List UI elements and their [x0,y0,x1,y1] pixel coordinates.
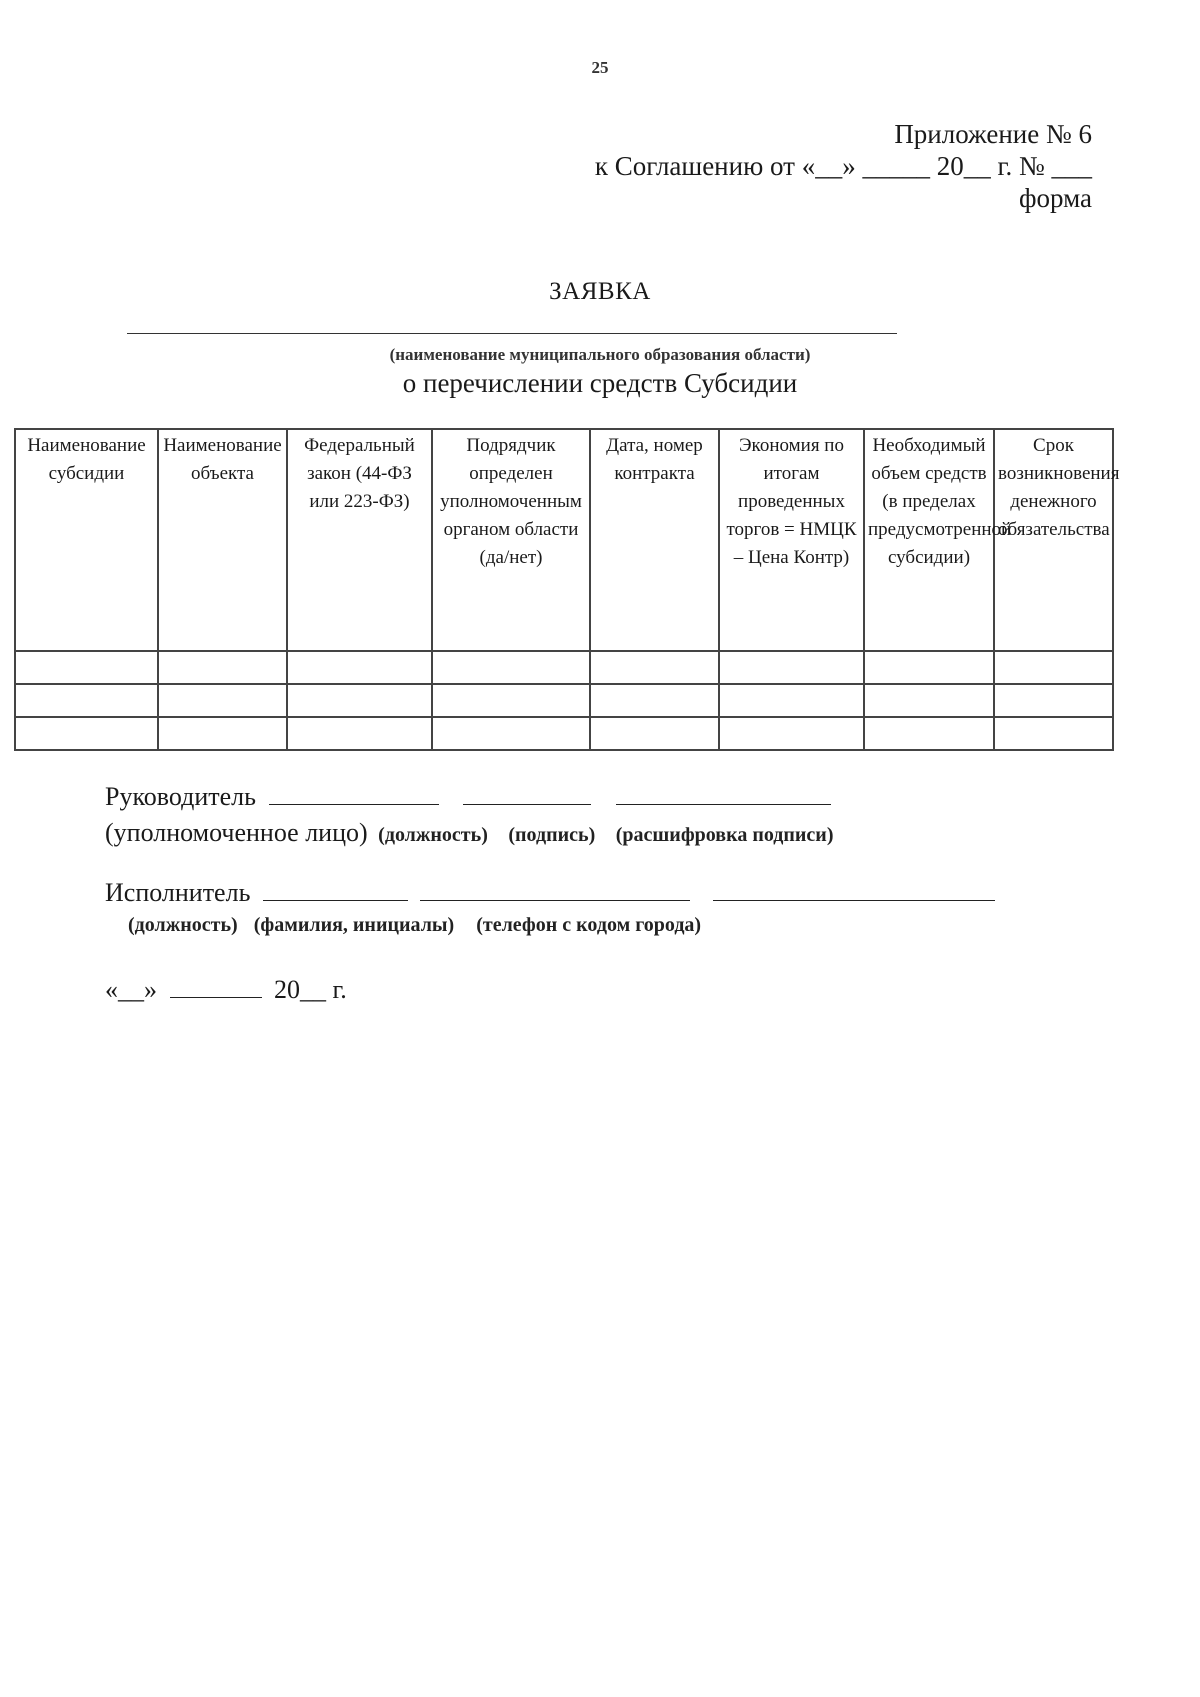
header-obligation-term: Срок возникновения денежного обязательства [994,429,1113,651]
head-position-blank[interactable] [269,782,439,805]
form-label: форма [1019,183,1092,213]
header-required-funds: Необходимый объем средств (в пределах предусмотренной субсидии) [864,429,994,651]
executor-caption-position: (должность) [128,914,238,936]
date-day: «__» [105,975,157,1004]
table-cell[interactable] [994,684,1113,717]
table-cell[interactable] [287,684,432,717]
table-cell[interactable] [15,651,158,684]
table-cell[interactable] [719,651,864,684]
head-caption-signature: (подпись) [508,824,596,846]
table-cell[interactable] [158,684,287,717]
municipality-name-line [127,333,897,334]
head-authorized-label: (уполномоченное лицо) [105,818,368,847]
document-title: ЗАЯВКА [549,278,651,305]
header-tender-savings: Экономия по итогам проведенных торгов = НМЦК – Цена Контр) [719,429,864,651]
head-label: Руководитель [105,782,256,811]
executor-caption-row [128,914,701,937]
table-cell[interactable] [158,651,287,684]
agreement-reference: к Соглашению от «__» _____ 20__ г. № ___ [594,151,1092,181]
subsidy-request-table [14,428,1120,751]
table-cell[interactable] [864,717,994,750]
table-cell[interactable] [432,717,590,750]
appendix-header [595,118,1092,214]
head-caption-position: (должность) [378,824,488,846]
head-signature-decoding-blank[interactable] [616,782,831,805]
table-cell[interactable] [719,684,864,717]
header-object-name: Наименование объекта [158,429,287,651]
table-cell[interactable] [158,717,287,750]
head-signature-blank[interactable] [463,782,591,805]
municipality-name-caption: (наименование муниципального образования области) [389,345,811,364]
table-cell[interactable] [994,717,1113,750]
date-year: 20__ г. [274,975,347,1004]
head-caption-row [105,818,834,848]
table-cell[interactable] [590,684,719,717]
header-subsidy-name: Наименование субсидии [15,429,158,651]
table-row [15,684,1113,717]
header-contract-date-number: Дата, номер контракта [590,429,719,651]
header-contractor-determined: Подрядчик определен уполномоченным органом области (да/нет) [432,429,590,651]
table-cell[interactable] [864,684,994,717]
document-subtitle: о перечислении средств Субсидии [402,368,798,398]
table-row [15,651,1113,684]
executor-label: Исполнитель [105,878,251,907]
page-number: 25 [591,58,609,77]
head-caption-decoding: (расшифровка подписи) [615,824,834,846]
header-federal-law: Федеральный закон (44-ФЗ или 223-ФЗ) [287,429,432,651]
executor-caption-name: (фамилия, инициалы) [253,914,455,936]
executor-phone-blank[interactable] [713,878,995,901]
executor-position-blank[interactable] [263,878,408,901]
executor-name-blank[interactable] [420,878,690,901]
table-cell[interactable] [15,684,158,717]
table-cell[interactable] [864,651,994,684]
table-cell[interactable] [432,651,590,684]
table-cell[interactable] [287,717,432,750]
table-cell[interactable] [590,717,719,750]
table-cell[interactable] [719,717,864,750]
head-signature-row [105,782,831,812]
executor-row [105,878,995,908]
table-header-row [15,429,1113,651]
appendix-number: Приложение № 6 [894,119,1092,149]
table-row [15,717,1113,750]
table-cell[interactable] [994,651,1113,684]
table-cell[interactable] [15,717,158,750]
table-cell[interactable] [287,651,432,684]
date-line [105,975,347,1005]
executor-caption-phone: (телефон с кодом города) [476,914,702,936]
date-month-blank[interactable] [170,975,262,998]
table-cell[interactable] [590,651,719,684]
table-cell[interactable] [432,684,590,717]
